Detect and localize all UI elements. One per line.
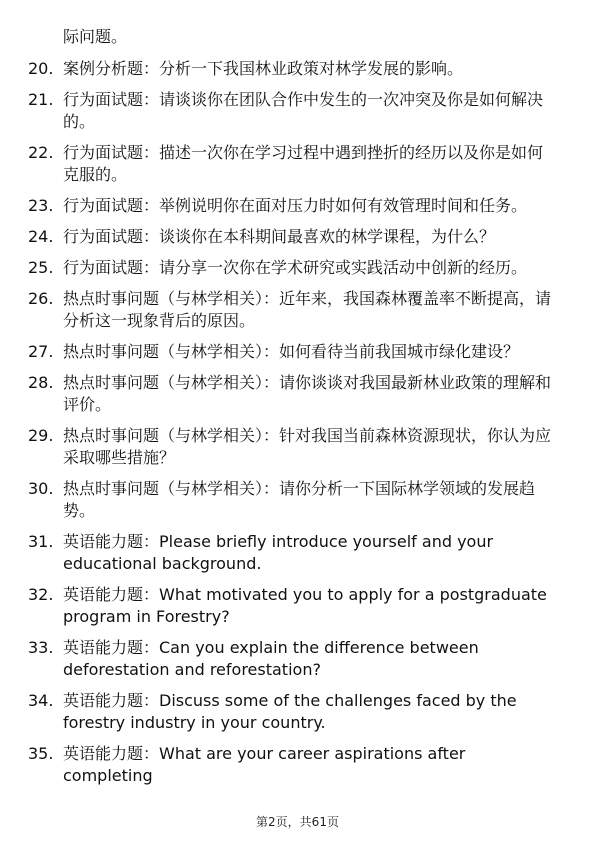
question-text: 热点时事问题（与林学相关）：请你谈谈对我国最新林业政策的理解和评价。 [63, 373, 552, 414]
question-number: 25. [28, 258, 54, 277]
question-text: 英语能力题：Can you explain the difference between deforestation and reforestation? [63, 638, 479, 679]
question-item [0, 637, 595, 681]
question-text: 行为面试题：请谈谈你在团队合作中发生的一次冲突及你是如何解决的。 [63, 90, 544, 131]
question-text: 热点时事问题（与林学相关）：针对我国当前森林资源现状，你认为应采取哪些措施？ [63, 426, 552, 467]
question-text: 英语能力题：What are your career aspirations after completing [63, 744, 466, 785]
question-number: 27. [28, 342, 54, 361]
question-item [0, 89, 595, 133]
question-item [0, 195, 595, 217]
question-text: 热点时事问题（与林学相关）：如何看待当前我国城市绿化建设？ [63, 342, 520, 361]
question-number: 35. [28, 744, 54, 763]
question-item [0, 142, 595, 186]
question-text: 英语能力题：Please briefly introduce yourself and your educational background. [63, 532, 494, 573]
question-item [0, 584, 595, 628]
question-list [0, 58, 595, 796]
question-item [0, 58, 595, 80]
continued-question-text: 际问题。 [63, 27, 128, 46]
question-text: 行为面试题：谈谈你在本科期间最喜欢的林学课程，为什么？ [63, 227, 496, 246]
question-item [0, 257, 595, 279]
question-number: 34. [28, 691, 54, 710]
question-item [0, 425, 595, 469]
question-number: 29. [28, 426, 54, 445]
page-footer: 第2页，共61页 [256, 815, 339, 829]
question-item [0, 690, 595, 734]
question-text: 英语能力题：What motivated you to apply for a postgraduate program in Forestry? [63, 585, 547, 626]
question-number: 30. [28, 479, 54, 498]
question-item [0, 372, 595, 416]
question-text: 行为面试题：描述一次你在学习过程中遇到挫折的经历以及你是如何克服的。 [63, 143, 544, 184]
question-text: 行为面试题：举例说明你在面对压力时如何有效管理时间和任务。 [63, 196, 528, 215]
question-item [0, 531, 595, 575]
question-text: 热点时事问题（与林学相关）：近年来，我国森林覆盖率不断提高，请分析这一现象背后的原因。 [63, 289, 552, 330]
question-number: 33. [28, 638, 54, 657]
question-item [0, 226, 595, 248]
question-item [0, 341, 595, 363]
question-number: 26. [28, 289, 54, 308]
question-item [0, 478, 595, 522]
question-number: 22. [28, 143, 54, 162]
question-text: 热点时事问题（与林学相关）：请你分析一下国际林学领域的发展趋势。 [63, 479, 536, 520]
question-number: 31. [28, 532, 54, 551]
question-number: 20. [28, 59, 54, 78]
question-number: 24. [28, 227, 54, 246]
question-text: 英语能力题：Discuss some of the challenges faced by the forestry industry in your country. [63, 691, 517, 732]
question-text: 案例分析题：分析一下我国林业政策对林学发展的影响。 [63, 59, 464, 78]
question-text: 行为面试题：请分享一次你在学术研究或实践活动中创新的经历。 [63, 258, 528, 277]
question-item [0, 743, 595, 787]
question-item [0, 288, 595, 332]
question-number: 28. [28, 373, 54, 392]
question-number: 23. [28, 196, 54, 215]
question-number: 32. [28, 585, 54, 604]
question-number: 21. [28, 90, 54, 109]
